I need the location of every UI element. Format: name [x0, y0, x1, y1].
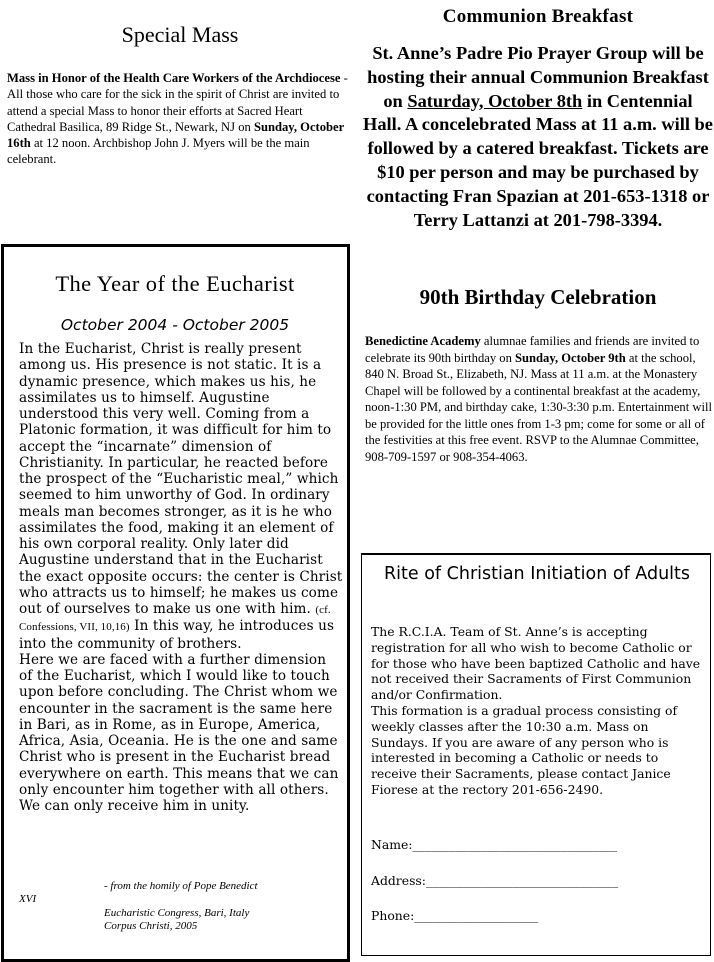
eucharist-title: The Year of the Eucharist — [55, 271, 295, 296]
rcia-phone-field[interactable]: Phone:____________________ — [371, 908, 539, 923]
rcia-body — [371, 624, 703, 798]
eucharist-dates: October 2004 - October 2005 — [60, 316, 290, 334]
rcia-text-2: This formation is a gradual process consisting of weekly classes after the 10:30 a.m. Mass on Sundays. If you are aware of any person who is interested in becoming a Catholic or needs to receive their Sacraments, please contact Janice Fiorese at the rectory 201-656-2490. — [371, 702, 678, 797]
special-mass-date: Sunday, October 16th — [7, 119, 344, 151]
eucharist-citation: (cf. Confessions, VII, 10,16) — [19, 604, 331, 634]
birthday-title: 90th Birthday Celebration — [419, 285, 657, 309]
special-mass-text-1: - All those who care for the sick in the spirit of Christ are invited to attend a special Mass to honor their efforts at Sacred Heart Cathedral Basilica, 89 Ridge St., Newark, NJ on — [7, 71, 348, 134]
rcia-name-field[interactable]: Name:_________________________________ — [371, 837, 617, 852]
communion-breakfast-text-1: St. Anne’s Padre Pio Prayer Group will be hosting their annual Communion Breakfast on — [367, 43, 709, 111]
communion-breakfast-date: Saturday, October 8th — [407, 90, 583, 111]
birthday-body — [365, 333, 713, 465]
communion-breakfast-title: Communion Breakfast — [442, 6, 634, 27]
rcia-text-1: The R.C.I.A. Team of St. Anne’s is accepting registration for all who wish to become Catholic or for those who have been baptized Catholic and have not received their Sacraments of First Communion and/or Confirmation. — [371, 624, 701, 703]
eucharist-text-1: In the Eucharist, Christ is really present among us. His presence is not static. It is a dynamic presence, which makes us his, he assimilates us to himself. Augustine understood this very well. Coming from a Platonic formation, it was difficult for him to accept the “incarnate” dimension of Christianity. In particular, he reacted before the prospect of the “Eucharistic meal,” which seemed to him unworthy of God. In ordinary meals man becomes stronger, as it is he who assimilates the food, making it an element of his own corporal reality. Only later did Augustine understand that in the Eucharist the exact opposite occurs: the center is Christ who attracts us to himself; he makes us come out of ourselves to make us one with him. — [19, 341, 343, 617]
communion-breakfast-text-2: in Centennial Hall. A concelebrated Mass at 11 a.m. will be followed by a catered breakfast. Tickets are $10 per person and may be purchased by contacting Fran Spazian at 201-653-1318 or Terry Lattanzi at 201-798-3394. — [363, 90, 713, 230]
eucharist-text-2: In this way, he introduces us into the community of brothers. — [19, 618, 335, 652]
rcia-address-field[interactable]: Address:_______________________________ — [371, 873, 619, 888]
special-mass-title: Special Mass — [121, 22, 239, 47]
birthday-text-2: at the school, 840 N. Broad St., Elizabeth, NJ. Mass at 11 a.m. at the Monastery Chapel will be followed by a continental breakfast at the academy, noon-1:30 PM, and birthday cake, 1:30-3:30 p.m. Entertainment will be provided for the little ones from 1-3 pm; come for some or all of the festivities at this free event. RSVP to the Alumnae Committee, 908-709-1597 or 908-354-4063. — [365, 350, 712, 464]
special-mass-lead: Mass in Honor of the Health Care Workers of the Archdiocese — [7, 71, 341, 85]
birthday-lead: Benedictine Academy — [365, 334, 481, 348]
birthday-date: Sunday, October 9th — [515, 350, 626, 365]
eucharist-credit-line-2: XVI — [19, 893, 37, 905]
communion-breakfast-body — [362, 42, 714, 232]
eucharist-credit-line-4: Corpus Christi, 2005 — [104, 920, 198, 932]
rcia-title: Rite of Christian Initiation of Adults — [383, 564, 690, 584]
eucharist-text-3: Here we are faced with a further dimension of the Eucharist, which I would like to touch upon before concluding. The Christ whom we encounter in the sacrament is the same here in Bari, as in Rome, as in Europe, America, Africa, Asia, Oceania. He is the one and same Christ who is present in the Eucharist bread everywhere on earth. This means that we can only encounter him together with all others. We can only receive him in unity. — [19, 651, 339, 814]
eucharist-credit-line-3: Eucharistic Congress, Bari, Italy — [104, 907, 250, 919]
eucharist-credit-line-1: - from the homily of Pope Benedict — [104, 880, 258, 892]
special-mass-body — [7, 70, 351, 168]
birthday-text-1: alumnae families and friends are invited to celebrate its 90th birthday on — [365, 334, 700, 365]
special-mass-text-2: at 12 noon. Archbishop John J. Myers will be the main celebrant. — [7, 136, 310, 167]
eucharist-body — [19, 341, 343, 814]
